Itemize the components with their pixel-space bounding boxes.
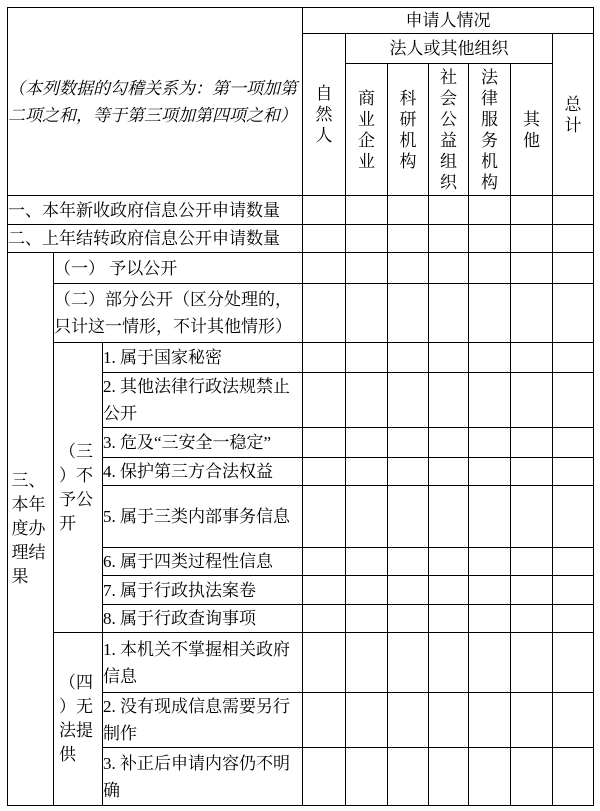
data-cell [346,693,388,748]
data-cell [303,253,346,284]
data-cell [429,693,469,748]
data-cell [303,748,346,806]
data-cell [303,225,346,253]
data-cell [388,576,429,605]
data-cell [388,225,429,253]
data-cell [469,458,511,486]
data-cell [553,576,594,605]
checksum-note: （本列数据的勾稽关系为：第一项加第二项之和，等于第三项加第四项之和） [8,8,303,196]
data-cell [346,284,388,343]
data-cell [388,458,429,486]
data-cell [429,428,469,458]
col-header-other: 其他 [511,64,553,196]
data-cell [553,748,594,806]
data-cell [388,428,429,458]
data-cell [303,428,346,458]
data-cell [429,284,469,343]
data-cell [303,633,346,693]
data-cell [511,486,553,548]
data-cell [511,605,553,633]
data-cell [511,458,553,486]
section-annual-results-label: 三、本年度办理结果 [8,253,54,806]
data-cell [553,633,594,693]
data-cell [388,693,429,748]
data-cell [388,373,429,428]
data-cell [469,693,511,748]
data-cell [469,373,511,428]
row-new-applications-label: 一、本年新收政府信息公开申请数量 [8,196,303,225]
group-unable-to-provide-label: （四）无法提供 [54,633,103,806]
col-header-total: 总计 [553,34,594,196]
data-cell [346,605,388,633]
data-cell [388,343,429,373]
data-cell [346,343,388,373]
data-cell [553,693,594,748]
data-cell [553,196,594,225]
data-cell [346,196,388,225]
data-cell [388,548,429,576]
data-cell [388,486,429,548]
data-cell [511,748,553,806]
col-header-research-institution: 科研机构 [388,64,429,196]
data-cell [303,605,346,633]
data-cell [388,605,429,633]
data-cell [429,605,469,633]
data-cell [429,253,469,284]
applicant-status-header: 申请人情况 [303,8,594,34]
data-cell [346,748,388,806]
row-denied-item-2: 2. 其他法律行政法规禁止公开 [103,373,303,428]
data-cell [553,373,594,428]
data-cell [346,486,388,548]
data-cell [429,196,469,225]
row-granted-label: （一） 予以公开 [54,253,303,284]
data-cell [469,225,511,253]
info-disclosure-application-table [7,7,594,806]
data-cell [303,576,346,605]
data-cell [429,343,469,373]
col-header-legal-service-org: 法律服务机构 [469,64,511,196]
data-cell [303,373,346,428]
row-denied-item-4: 4. 保护第三方合法权益 [103,458,303,486]
data-cell [429,373,469,428]
row-denied-item-3: 3. 危及“三安全一稳定” [103,428,303,458]
col-header-social-welfare-org: 社会公益组织 [429,64,469,196]
data-cell [511,548,553,576]
data-cell [388,253,429,284]
data-cell [469,548,511,576]
col-header-commercial-enterprise: 商业企业 [346,64,388,196]
data-cell [429,576,469,605]
data-cell [553,486,594,548]
data-cell [511,196,553,225]
data-cell [346,373,388,428]
data-cell [469,748,511,806]
data-cell [553,253,594,284]
data-cell [511,253,553,284]
data-cell [553,548,594,576]
legal-or-other-org-header: 法人或其他组织 [346,34,553,64]
data-cell [511,428,553,458]
row-carried-over-applications-label: 二、上年结转政府信息公开申请数量 [8,225,303,253]
data-cell [469,633,511,693]
row-denied-item-6: 6. 属于四类过程性信息 [103,548,303,576]
data-cell [303,284,346,343]
data-cell [511,343,553,373]
data-cell [469,253,511,284]
row-unable-item-1: 1. 本机关不掌握相关政府信息 [103,633,303,693]
row-unable-item-2: 2. 没有现成信息需要另行制作 [103,693,303,748]
data-cell [346,633,388,693]
data-cell [429,225,469,253]
data-cell [469,428,511,458]
row-denied-item-1: 1. 属于国家秘密 [103,343,303,373]
data-cell [388,633,429,693]
data-cell [511,373,553,428]
data-cell [469,576,511,605]
data-cell [469,605,511,633]
data-cell [553,343,594,373]
row-denied-item-8: 8. 属于行政查询事项 [103,605,303,633]
data-cell [429,548,469,576]
data-cell [469,486,511,548]
data-cell [429,486,469,548]
data-cell [469,196,511,225]
data-cell [429,633,469,693]
data-cell [346,428,388,458]
data-cell [346,576,388,605]
data-cell [346,458,388,486]
data-cell [346,548,388,576]
row-denied-item-5: 5. 属于三类内部事务信息 [103,486,303,548]
data-cell [388,748,429,806]
data-cell [511,693,553,748]
row-denied-item-7: 7. 属于行政执法案卷 [103,576,303,605]
data-cell [388,196,429,225]
data-cell [429,748,469,806]
row-partially-granted-label: （二）部分公开（区分处理的，只计这一情形，不计其他情形） [54,284,303,343]
col-header-natural-person: 自然人 [303,34,346,196]
data-cell [303,458,346,486]
data-cell [553,428,594,458]
data-cell [511,284,553,343]
data-cell [553,284,594,343]
data-cell [429,458,469,486]
data-cell [346,225,388,253]
data-cell [388,284,429,343]
data-cell [303,196,346,225]
data-cell [553,605,594,633]
group-denied-label: （三）不予公开 [54,343,103,633]
data-cell [511,633,553,693]
data-cell [469,284,511,343]
data-cell [346,253,388,284]
data-cell [553,225,594,253]
data-cell [303,343,346,373]
row-unable-item-3: 3. 补正后申请内容仍不明确 [103,748,303,806]
data-cell [303,486,346,548]
data-cell [469,343,511,373]
data-cell [553,458,594,486]
data-cell [303,548,346,576]
data-cell [303,693,346,748]
data-cell [511,225,553,253]
data-cell [511,576,553,605]
